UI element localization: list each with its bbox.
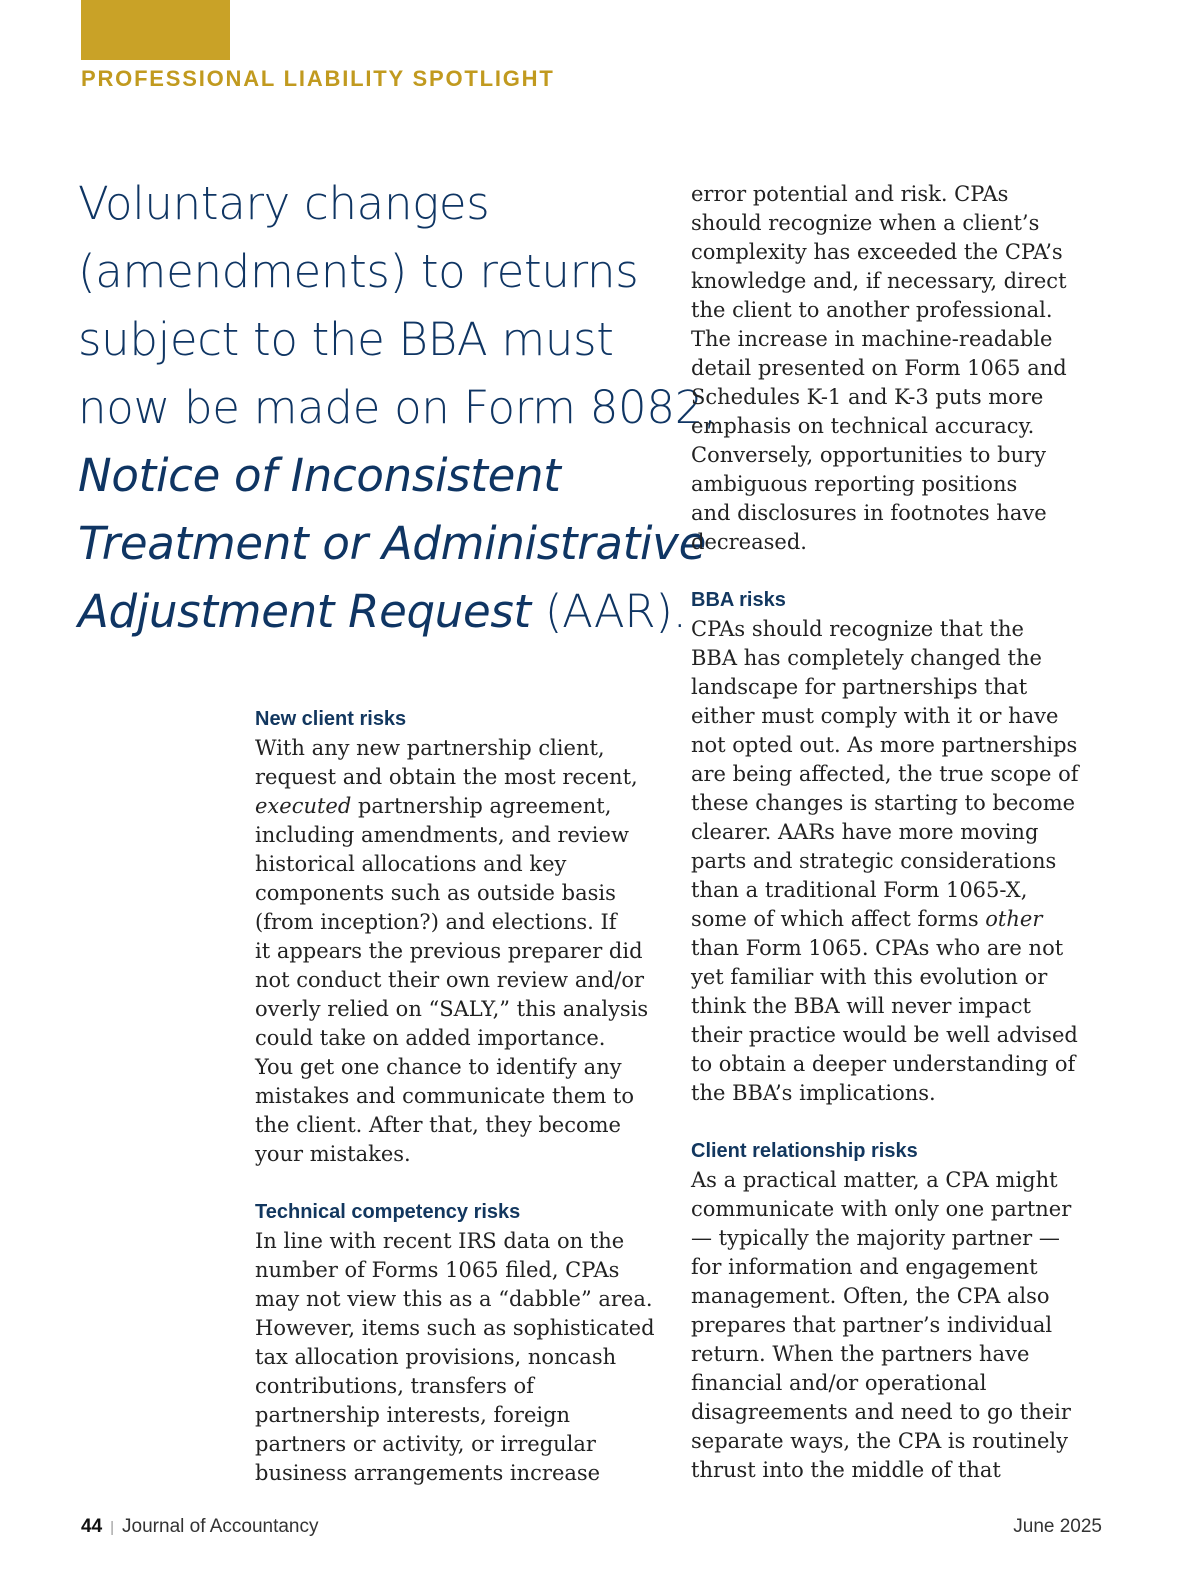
body-line: partnership interests, foreign	[255, 1403, 571, 1427]
paragraph-spacer	[255, 1169, 675, 1198]
page-footer	[81, 1516, 1102, 1544]
right-column	[691, 180, 1111, 1485]
body-line: contributions, transfers of	[255, 1374, 534, 1398]
journal-name: Journal of Accountancy	[122, 1516, 319, 1537]
body-line: than Form 1065. CPAs who are not	[691, 936, 1064, 960]
body-line: request and obtain the most recent,	[255, 765, 638, 789]
body-line: it appears the previous preparer did	[255, 939, 643, 963]
body-line: error potential and risk. CPAs	[691, 182, 1009, 206]
body-line: decreased.	[691, 530, 807, 554]
body-line: mistakes and communicate them to	[255, 1084, 635, 1108]
body-line: the client to another professional.	[691, 298, 1053, 322]
body-line: components such as outside basis	[255, 881, 616, 905]
body-line: and disclosures in footnotes have	[691, 501, 1047, 525]
section-label: PROFESSIONAL LIABILITY SPOTLIGHT	[81, 66, 555, 91]
body-line: these changes is starting to become	[691, 791, 1076, 815]
body-line: your mistakes.	[255, 1142, 411, 1166]
body-line: than a traditional Form 1065-X,	[691, 878, 1028, 902]
body-line: ambiguous reporting positions	[691, 472, 1018, 496]
body-line: to obtain a deeper understanding of	[691, 1052, 1076, 1076]
body-line: clearer. AARs have more moving	[691, 820, 1039, 844]
pull-quote-text: (AAR).	[530, 585, 687, 638]
body-line: landscape for partnerships that	[691, 675, 1028, 699]
body-line: tax allocation provisions, noncash	[255, 1345, 617, 1369]
body-line: could take on added importance.	[255, 1026, 606, 1050]
body-line: return. When the partners have	[691, 1342, 1030, 1366]
body-line: the client. After that, they become	[255, 1113, 621, 1137]
body-line: detail presented on Form 1065 and	[691, 356, 1067, 380]
body-line: You get one chance to identify any	[255, 1055, 622, 1079]
heading-technical-competency-risks: Technical competency risks	[255, 1201, 521, 1223]
paragraph-spacer	[691, 1108, 1111, 1137]
body-line: However, items such as sophisticated	[255, 1316, 655, 1340]
body-line: thrust into the middle of that	[691, 1458, 1001, 1482]
body-line: their practice would be well advised	[691, 1023, 1078, 1047]
pull-quote-line: now be made on Form 8082,	[78, 381, 718, 434]
body-line: separate ways, the CPA is routinely	[691, 1429, 1068, 1453]
body-line: historical allocations and key	[255, 852, 567, 876]
body-line: With any new partnership client,	[255, 736, 605, 760]
body-line: not conduct their own review and/or	[255, 968, 645, 992]
pull-quote-line: Voluntary changes	[78, 177, 490, 230]
pull-quote-line	[78, 578, 687, 646]
body-line: management. Often, the CPA also	[691, 1284, 1050, 1308]
body-line: are being affected, the true scope of	[691, 762, 1079, 786]
form-title-italic: Adjustment Request	[78, 585, 531, 638]
body-line: overly relied on “SALY,” this analysis	[255, 997, 649, 1021]
body-line: number of Forms 1065 filed, CPAs	[255, 1258, 620, 1282]
body-line: either must comply with it or have	[691, 704, 1059, 728]
body-line: Schedules K-1 and K-3 puts more	[691, 385, 1044, 409]
body-line: disagreements and need to go their	[691, 1400, 1071, 1424]
body-line: (from inception?) and elections. If	[255, 910, 617, 934]
body-line: may not view this as a “dabble” area.	[255, 1287, 653, 1311]
body-line: prepares that partner’s individual	[691, 1313, 1053, 1337]
pull-quote-line: (amendments) to returns	[78, 245, 639, 298]
left-column	[255, 705, 675, 1488]
emphasis-text: other	[985, 907, 1043, 931]
issue-date: June 2025	[1013, 1516, 1102, 1537]
body-line: complexity has exceeded the CPA’s	[691, 240, 1063, 264]
body-line: partners or activity, or irregular	[255, 1432, 596, 1456]
body-line: for information and engagement	[691, 1255, 1038, 1279]
body-line: think the BBA will never impact	[691, 994, 1031, 1018]
body-line: yet familiar with this evolution or	[691, 965, 1048, 989]
body-line: Conversely, opportunities to bury	[691, 443, 1046, 467]
body-line: not opted out. As more partnerships	[691, 733, 1078, 757]
body-line	[691, 905, 1111, 934]
body-line: CPAs should recognize that the	[691, 617, 1024, 641]
body-line: — typically the majority partner —	[691, 1226, 1060, 1250]
body-line: BBA has completely changed the	[691, 646, 1042, 670]
emphasis-text: executed	[255, 794, 352, 818]
section-color-bar	[81, 0, 230, 60]
pull-quote-line: Treatment or Administrative	[78, 517, 706, 570]
footer-separator: |	[110, 1519, 115, 1536]
body-line: communicate with only one partner	[691, 1197, 1072, 1221]
page-number: 44	[81, 1516, 103, 1537]
body-line: As a practical matter, a CPA might	[691, 1168, 1058, 1192]
body-line: knowledge and, if necessary, direct	[691, 269, 1067, 293]
body-line: In line with recent IRS data on the	[255, 1229, 625, 1253]
body-line: financial and/or operational	[691, 1371, 987, 1395]
body-line: parts and strategic considerations	[691, 849, 1057, 873]
pull-quote	[78, 170, 718, 646]
body-text: some of which affect forms	[691, 907, 986, 931]
body-line: the BBA’s implications.	[691, 1081, 936, 1105]
body-line: business arrangements increase	[255, 1461, 601, 1485]
body-text: partnership agreement,	[351, 794, 612, 818]
heading-client-relationship-risks: Client relationship risks	[691, 1140, 918, 1162]
heading-new-client-risks: New client risks	[255, 708, 407, 730]
paragraph-spacer	[691, 557, 1111, 586]
pull-quote-line: Notice of Inconsistent	[78, 449, 561, 502]
pull-quote-line: subject to the BBA must	[78, 313, 614, 366]
body-line: The increase in machine-readable	[691, 327, 1053, 351]
body-line: emphasis on technical accuracy.	[691, 414, 1035, 438]
body-line	[255, 792, 675, 821]
heading-bba-risks: BBA risks	[691, 589, 786, 611]
body-line: should recognize when a client’s	[691, 211, 1040, 235]
body-line: including amendments, and review	[255, 823, 629, 847]
